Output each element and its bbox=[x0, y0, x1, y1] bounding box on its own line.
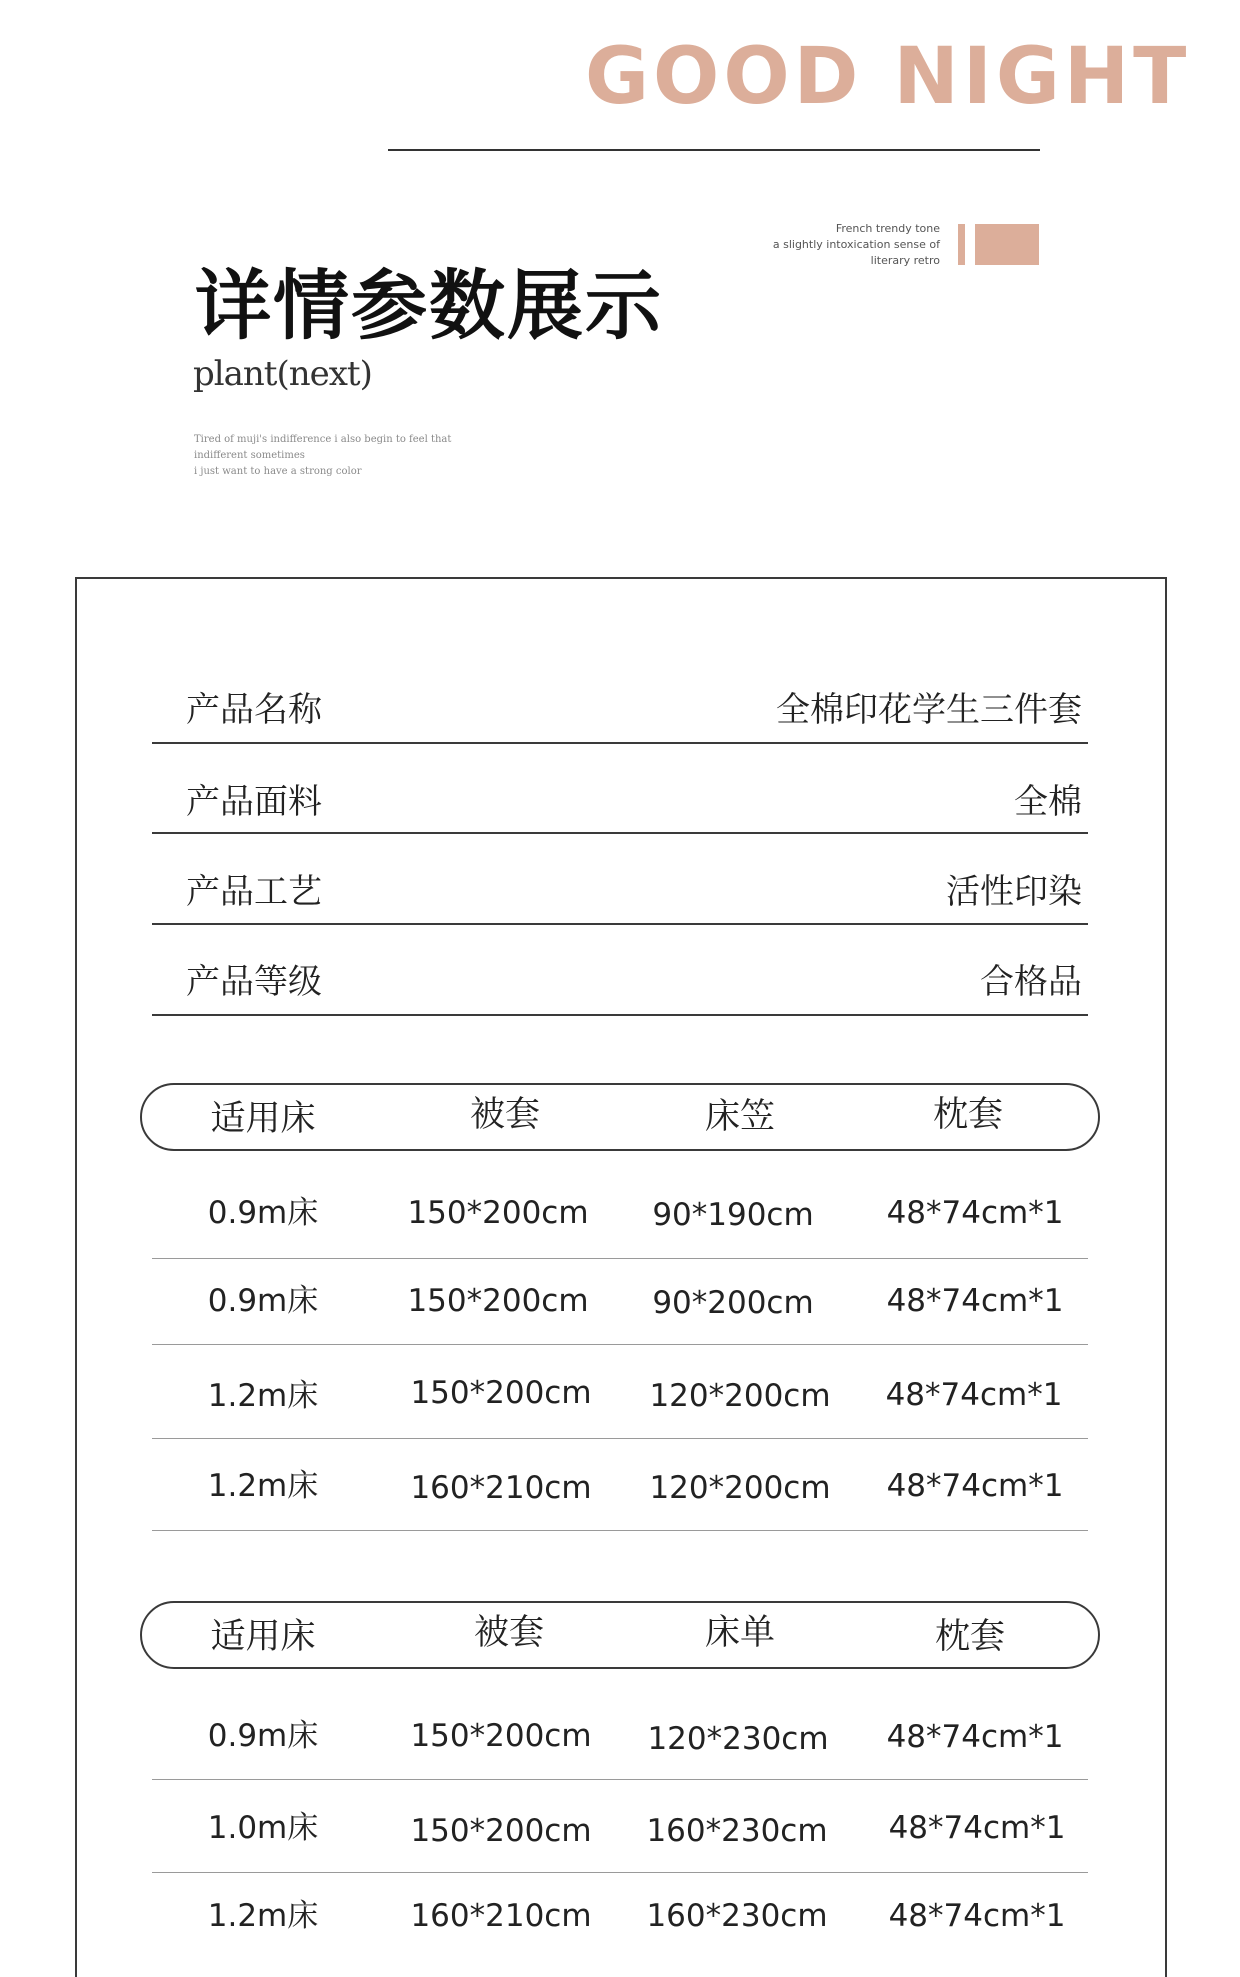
blurb-line: i just want to have a strong color bbox=[194, 466, 362, 477]
table-cell: 0.9m床 bbox=[207, 1195, 319, 1231]
table-cell: 150*200cm bbox=[407, 1283, 589, 1319]
table-cell: 150*200cm bbox=[407, 1195, 589, 1231]
info-divider bbox=[152, 832, 1088, 834]
info-label-craft: 产品工艺 bbox=[186, 872, 322, 912]
info-value-fabric: 全棉 bbox=[1014, 782, 1082, 822]
table-cell: 160*230cm bbox=[646, 1898, 828, 1934]
accent-bar bbox=[958, 224, 965, 265]
info-value-grade: 合格品 bbox=[980, 962, 1082, 1002]
info-divider bbox=[152, 1014, 1088, 1016]
tagline-line: literary retro bbox=[870, 254, 940, 267]
table-cell: 90*190cm bbox=[652, 1197, 814, 1233]
tagline-line: French trendy tone bbox=[835, 222, 940, 235]
tagline-line: a slightly intoxication sense of bbox=[772, 238, 940, 251]
table-cell: 90*200cm bbox=[652, 1285, 814, 1321]
info-label-fabric: 产品面料 bbox=[186, 782, 322, 822]
row-divider bbox=[152, 1779, 1088, 1780]
table2-header-pillowcase: 枕套 bbox=[934, 1617, 1005, 1657]
table-cell: 120*200cm bbox=[649, 1470, 831, 1506]
table2-header-duvet: 被套 bbox=[473, 1613, 544, 1653]
row-divider bbox=[152, 1530, 1088, 1531]
info-divider bbox=[152, 923, 1088, 925]
blurb-line: indifferent sometimes bbox=[194, 450, 305, 461]
table-cell: 48*74cm*1 bbox=[886, 1195, 1064, 1231]
info-value-craft: 活性印染 bbox=[946, 872, 1082, 912]
tagline bbox=[773, 221, 940, 269]
table-cell: 1.0m床 bbox=[207, 1810, 319, 1846]
table2-header-bed: 适用床 bbox=[210, 1617, 316, 1657]
table-cell: 0.9m床 bbox=[207, 1283, 319, 1319]
blurb-line: Tired of muji's indifference i also begin to feel that bbox=[194, 434, 452, 445]
page-title: 详情参数展示 bbox=[195, 261, 663, 350]
row-divider bbox=[152, 1258, 1088, 1259]
info-divider bbox=[152, 742, 1088, 744]
row-divider bbox=[152, 1872, 1088, 1873]
table1-header-pillowcase: 枕套 bbox=[932, 1095, 1003, 1135]
row-divider bbox=[152, 1438, 1088, 1439]
table-cell: 1.2m床 bbox=[207, 1898, 319, 1934]
table-cell: 48*74cm*1 bbox=[886, 1283, 1064, 1319]
table-cell: 160*230cm bbox=[646, 1813, 828, 1849]
info-label-grade: 产品等级 bbox=[186, 962, 322, 1002]
table-cell: 1.2m床 bbox=[207, 1378, 319, 1414]
row-divider bbox=[152, 1344, 1088, 1345]
table-cell: 48*74cm*1 bbox=[885, 1377, 1063, 1413]
brand-title: GOOD NIGHT bbox=[585, 32, 1191, 122]
table2-header-flat-sheet: 床单 bbox=[704, 1613, 775, 1653]
table-cell: 150*200cm bbox=[410, 1813, 592, 1849]
table-cell: 150*200cm bbox=[410, 1375, 592, 1411]
table-cell: 48*74cm*1 bbox=[888, 1898, 1066, 1934]
table-cell: 120*230cm bbox=[647, 1721, 829, 1757]
info-value-name: 全棉印花学生三件套 bbox=[776, 690, 1082, 730]
table1-header-fitted-sheet: 床笠 bbox=[704, 1097, 775, 1137]
table-cell: 150*200cm bbox=[410, 1718, 592, 1754]
info-label-name: 产品名称 bbox=[186, 690, 322, 730]
table-cell: 48*74cm*1 bbox=[886, 1719, 1064, 1755]
blurb-text bbox=[194, 432, 451, 480]
table1-header-bed: 适用床 bbox=[210, 1099, 316, 1139]
table-cell: 0.9m床 bbox=[207, 1718, 319, 1754]
top-divider bbox=[388, 149, 1040, 151]
table-cell: 160*210cm bbox=[410, 1898, 592, 1934]
page-subtitle: plant(next) bbox=[193, 354, 372, 394]
table-cell: 48*74cm*1 bbox=[888, 1810, 1066, 1846]
accent-block bbox=[975, 224, 1039, 265]
table-cell: 160*210cm bbox=[410, 1470, 592, 1506]
table-cell: 1.2m床 bbox=[207, 1468, 319, 1504]
table-cell: 48*74cm*1 bbox=[886, 1468, 1064, 1504]
table-cell: 120*200cm bbox=[649, 1378, 831, 1414]
table1-header-duvet: 被套 bbox=[469, 1095, 540, 1135]
